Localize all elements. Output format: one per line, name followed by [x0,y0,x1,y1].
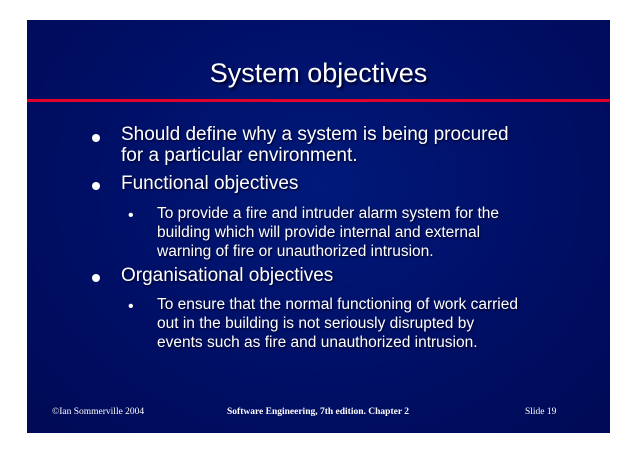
slide-title: System objectives [209,58,428,88]
sub-bullet-3-1-line-3: events such as fire and unauthorized intrusion. [157,334,478,351]
bullet-1 [121,124,509,166]
bullet-1-line-2: for a particular environment. [121,145,358,166]
footer-slide-number: Slide 19 [525,407,557,417]
sub-bullet-2-1-line-2: building which will provide internal and external [157,224,481,241]
sub-bullet-3-1 [157,295,518,352]
sub-bullet-2-1-line-1: To provide a fire and intruder alarm system for the [157,205,500,222]
bullet-3-line-1: Organisational objectives [121,265,334,286]
title-divider [27,99,610,102]
slide [27,20,610,433]
bullet-dot [92,134,100,142]
bullet-3 [121,265,333,286]
sub-bullet-marker: • [128,298,134,315]
bullet-2-line-1: Functional objectives [121,173,299,194]
footer-course: Software Engineering, 7th edition. Chapter 2 [227,407,409,417]
bullet-dot [92,182,100,190]
sub-bullet-marker: • [128,207,134,224]
sub-bullet-2-1-line-3: warning of fire or unauthorized intrusion. [157,243,434,260]
sub-bullet-3-1-line-1: To ensure that the normal functioning of work carried [157,296,518,313]
sub-bullet-2-1 [157,204,499,261]
sub-bullet-3-1-line-2: out in the building is not seriously disrupted by [157,315,475,332]
footer-copyright: ©Ian Sommerville 2004 [52,407,145,417]
bullet-dot [92,274,100,282]
bullet-1-line-1: Should define why a system is being procured [121,124,509,145]
bullet-2 [121,173,298,194]
